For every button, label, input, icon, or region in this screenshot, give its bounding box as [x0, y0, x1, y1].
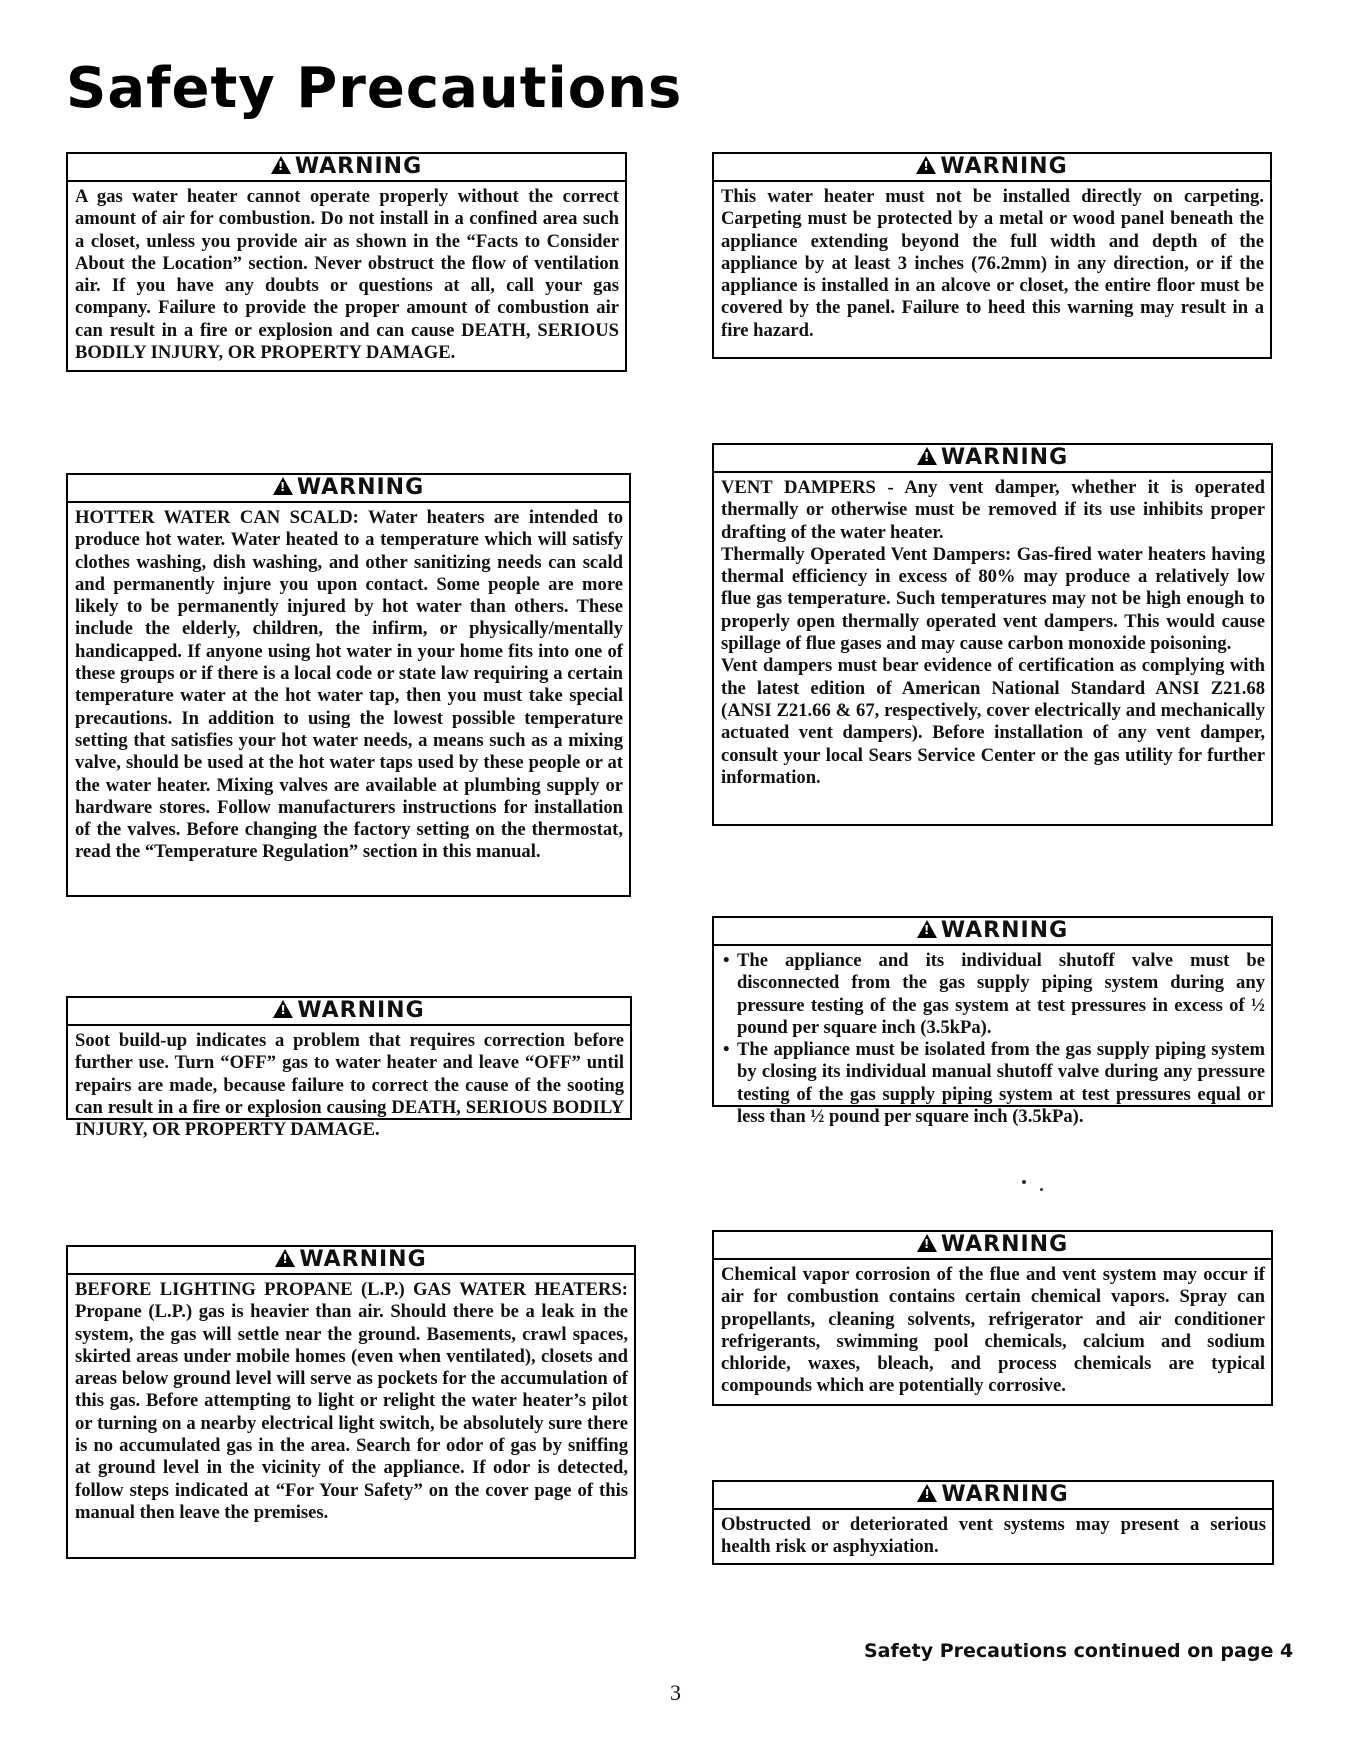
- warning-header: [714, 445, 1271, 473]
- warning-header: [68, 154, 625, 182]
- warning-box-vent-dampers: [712, 443, 1273, 826]
- warning-box-propane: [66, 1245, 636, 1559]
- warning-text: Chemical vapor corrosion of the flue and vent system may occur if air for combustion contains certain chemical vapors. Spray can propellants, cleaning solvents, refrigerator and air conditioner refrigerants, swimming pool chemicals, calcium and sodium chloride, waxes, bleach, and process chemicals are typical compounds which are potentially corrosive.: [721, 1264, 1265, 1397]
- warning-text: Soot build-up indicates a problem that requires correction before further use. Turn “OFF” gas to water heater and leave “OFF” until repairs are made, because failure to correct the cause of the sooting can result in a fire or explosion causing DEATH, SERIOUS BODILY INJURY, OR PROPERTY DAMAGE.: [75, 1030, 624, 1141]
- warning-bullet: • The appliance must be isolated from the gas supply piping system by closing its individual manual shutoff valve during any pressure testing of the gas supply piping system at test pressures equal or less than ½ pound per square inch (3.5kPa).: [721, 1039, 1265, 1128]
- warning-header: [714, 918, 1271, 946]
- warning-box-combustion-air: [66, 152, 627, 372]
- warning-triangle-icon: [273, 1000, 293, 1018]
- warning-triangle-icon: [917, 920, 937, 938]
- page-title: Safety Precautions: [66, 56, 683, 121]
- warning-header: [68, 1247, 634, 1275]
- warning-label: WARNING: [296, 475, 425, 500]
- warning-box-obstructed-vent: [712, 1480, 1274, 1565]
- warning-triangle-icon: [917, 1234, 937, 1252]
- warning-text: VENT DAMPERS - Any vent damper, whether it is operated thermally or otherwise must be removed if its use inhibits proper drafting of the water heater.: [721, 477, 1265, 543]
- warning-bullet-list: [721, 950, 1265, 1128]
- warning-triangle-icon: [917, 447, 937, 465]
- warning-label: WARNING: [940, 918, 1069, 943]
- warning-box-carpeting: [712, 152, 1272, 359]
- warning-text: A gas water heater cannot operate properly without the correct amount of air for combustion. Do not install in a confined area such a closet, unless you provide air as shown in the “Facts to Consider About the Location” section. Never obstruct the flow of ventilation air. If you have any doubts or questions at all, call your gas company. Failure to provide the proper amount of combustion air can result in a fire or explosion and can cause DEATH, SERIOUS BODILY INJURY, OR PROPERTY DAMAGE.: [75, 186, 619, 364]
- warning-text: This water heater must not be installed directly on carpeting. Carpeting must be protected by a metal or wood panel beneath the appliance extending beyond the full width and depth of the appliance by at least 3 inches (76.2mm) in any direction, or if the appliance is installed in an alcove or closet, the entire floor must be covered by the panel. Failure to heed this warning may result in a fire hazard.: [721, 186, 1264, 341]
- warning-text: Obstructed or deteriorated vent systems may present a serious health risk or asphyxiation.: [721, 1514, 1266, 1558]
- warning-header: [68, 475, 629, 503]
- warning-triangle-icon: [917, 1484, 937, 1502]
- warning-header: [714, 154, 1270, 182]
- warning-text: Vent dampers must bear evidence of certification as complying with the latest edition of American National Standard ANSI Z21.68 (ANSI Z21.66 & 67, respectively, cover electrically and mechanically actuated vent dampers). Before installation of any vent damper, consult your local Sears Service Center or the gas utility for further information.: [721, 655, 1265, 788]
- warning-label: WARNING: [297, 998, 425, 1023]
- warning-label: WARNING: [940, 1232, 1069, 1257]
- scan-speck: [1040, 1188, 1043, 1191]
- page-number: 3: [670, 1680, 681, 1705]
- warning-label: WARNING: [294, 154, 423, 179]
- warning-text: Thermally Operated Vent Dampers: Gas-fired water heaters having thermal efficiency in excess of 80% may produce a relatively low flue gas temperature. Such temperatures may not be high enough to properly open thermally operated vent dampers. This would cause spillage of flue gases and may cause carbon monoxide poisoning.: [721, 543, 1265, 655]
- warning-box-pressure-testing: [712, 916, 1273, 1128]
- warning-triangle-icon: [271, 156, 291, 174]
- warning-header: [68, 998, 630, 1026]
- warning-box-chemical-vapor: [712, 1230, 1273, 1406]
- warning-label: WARNING: [940, 154, 1068, 179]
- warning-text: HOTTER WATER CAN SCALD: Water heaters are intended to produce hot water. Water heated to a temperature which will satisfy clothes washing, dish washing, and other sanitizing needs can scald and permanently injure you upon contact. Some people are more likely to be permanently injured by hot water than others. These include the elderly, children, the infirm, or physically/mentally handicapped. If anyone using hot water in your home fits into one of these groups or if there is a local code or state law requiring a certain temperature water at the hot water tap, then you must take special precautions. In addition to using the lowest possible temperature setting that satisfies your hot water needs, a means such as a mixing valve, should be used at the hot water taps used by these people or at the water heater. Mixing valves are available at plumbing supply or hardware stores. Follow manufacturers instructions for installation of the valves. Before changing the factory setting on the thermostat, read the “Temperature Regulation” section in this manual.: [75, 507, 623, 863]
- warning-header: [714, 1232, 1271, 1260]
- scan-speck: [1022, 1180, 1026, 1184]
- warning-triangle-icon: [275, 1249, 295, 1267]
- warning-label: WARNING: [941, 1482, 1069, 1507]
- warning-box-soot: [66, 996, 632, 1141]
- warning-triangle-icon: [916, 156, 936, 174]
- continued-note: Safety Precautions continued on page 4: [864, 1640, 1294, 1662]
- warning-label: WARNING: [940, 445, 1069, 470]
- warning-bullet: • The appliance and its individual shutoff valve must be disconnected from the gas supply piping system during any pressure testing of the gas system at test pressures in excess of ½ pound per square inch (3.5kPa).: [721, 950, 1265, 1039]
- warning-header: [714, 1482, 1272, 1510]
- warning-label: WARNING: [299, 1247, 427, 1272]
- warning-triangle-icon: [273, 477, 293, 495]
- warning-box-scald: [66, 473, 631, 897]
- warning-text: BEFORE LIGHTING PROPANE (L.P.) GAS WATER HEATERS: Propane (L.P.) gas is heavier than air. Should there be a leak in the system, the gas will settle near the ground. Basements, crawl spaces, skirted areas under mobile homes (even when ventilated), closets and areas below ground level will serve as pockets for the accumulation of this gas. Before attempting to light or relight the water heater’s pilot or turning on a nearby electrical light switch, be absolutely sure there is no accumulated gas in the area. Search for odor of gas by sniffing at ground level in the vicinity of the appliance. If odor is detected, follow steps indicated at “For Your Safety” on the cover page of this manual then leave the premises.: [75, 1279, 628, 1523]
